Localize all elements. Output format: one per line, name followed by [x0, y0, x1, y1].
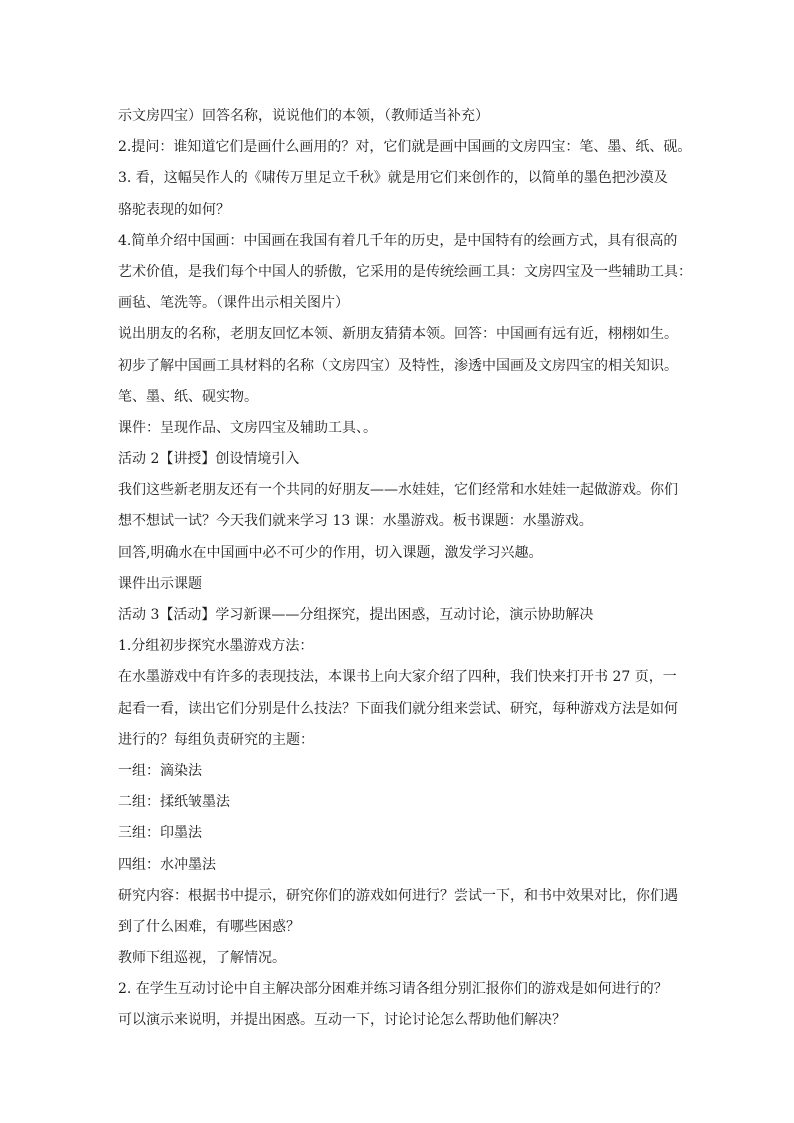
text-line: 示文房四宝）回答名称，说说他们的本领，（教师适当补充） [118, 108, 489, 124]
list-item: 四组：水冲墨法 [118, 856, 216, 873]
text-line: 进行的？每组负责研究的主题： [118, 731, 314, 748]
text-line: 课件出示课题 [118, 575, 202, 592]
text-line: 艺术价值，是我们每个中国人的骄傲，它采用的是传统绘画工具：文房四宝及一些辅助工具： [118, 263, 692, 280]
section-heading: 活动 2【讲授】创设情境引入 [118, 451, 300, 468]
text-line: 3. 看，这幅吴作人的《啸传万里足立千秋》就是用它们来创作的，以简单的墨色把沙漠及 [118, 170, 668, 187]
text-line: 画毡、笔洗等。（课件出示相关图片） [118, 295, 349, 312]
text-line: 课件：呈现作品、文房四宝及辅助工具、。 [118, 419, 377, 436]
list-item: 一组：滴染法 [118, 762, 202, 779]
text-line: 研究内容：根据书中提示，研究你们的游戏如何进行？尝试一下，和书中效果对比，你们遇 [118, 887, 678, 904]
text-line: 可以演示来说明，并提出困惑。互动一下，讨论讨论怎么帮助他们解决？ [118, 1012, 566, 1029]
list-item: 三组：印墨法 [118, 825, 202, 842]
text-line: 想不想试一试？今天我们就来学习 13 课：水墨游戏。板书课题：水墨游戏。 [118, 513, 593, 530]
section-heading: 活动 3【活动】学习新课——分组探究，提出困惑，互动讨论，演示协助解决 [118, 607, 594, 623]
text-line: 4.简单介绍中国画：中国画在我国有着几千年的历史，是中国特有的绘画方式，具有很高的 [118, 232, 678, 249]
text-line: 到了什么困难，有哪些困惑？ [118, 918, 300, 935]
text-line: 2.提问：谁知道它们是画什么画用的？对，它们就是画中国画的文房四宝：笔、墨、纸、砚。 [118, 139, 692, 156]
text-line: 初步了解中国画工具材料的名称（文房四宝）及特性，渗透中国画及文房四宝的相关知识。 [118, 357, 678, 374]
text-line: 骆驼表现的如何？ [118, 201, 230, 218]
text-line: 在水墨游戏中有许多的表现技法，本课书上向大家介绍了四种，我们快来打开书 27 页，一 [118, 669, 677, 686]
text-line: 2. 在学生互动讨论中自主解决部分困难并练习请各组分别汇报你们的游戏是如何进行的？ [118, 981, 668, 998]
text-line: 回答,明确水在中国画中必不可少的作用，切入课题，激发学习兴趣。 [118, 544, 543, 561]
text-line: 说出朋友的名称，老朋友回忆本领、新朋友猜猜本领。回答：中国画有远有近，栩栩如生。 [118, 326, 678, 343]
text-line: 教师下组巡视，了解情况。 [118, 950, 286, 967]
list-item: 二组：揉纸皱墨法 [118, 794, 230, 811]
text-line: 笔、墨、纸、砚实物。 [118, 388, 258, 405]
text-line: 起看一看，读出它们分别是什么技法？下面我们就分组来尝试、研究，每种游戏方法是如何 [118, 700, 678, 717]
text-line: 我们这些新老朋友还有一个共同的好朋友——水娃娃，它们经常和水娃娃一起做游戏。你们 [118, 482, 678, 499]
document-body [118, 101, 692, 1037]
text-line: 1.分组初步探究水墨游戏方法： [118, 638, 314, 655]
